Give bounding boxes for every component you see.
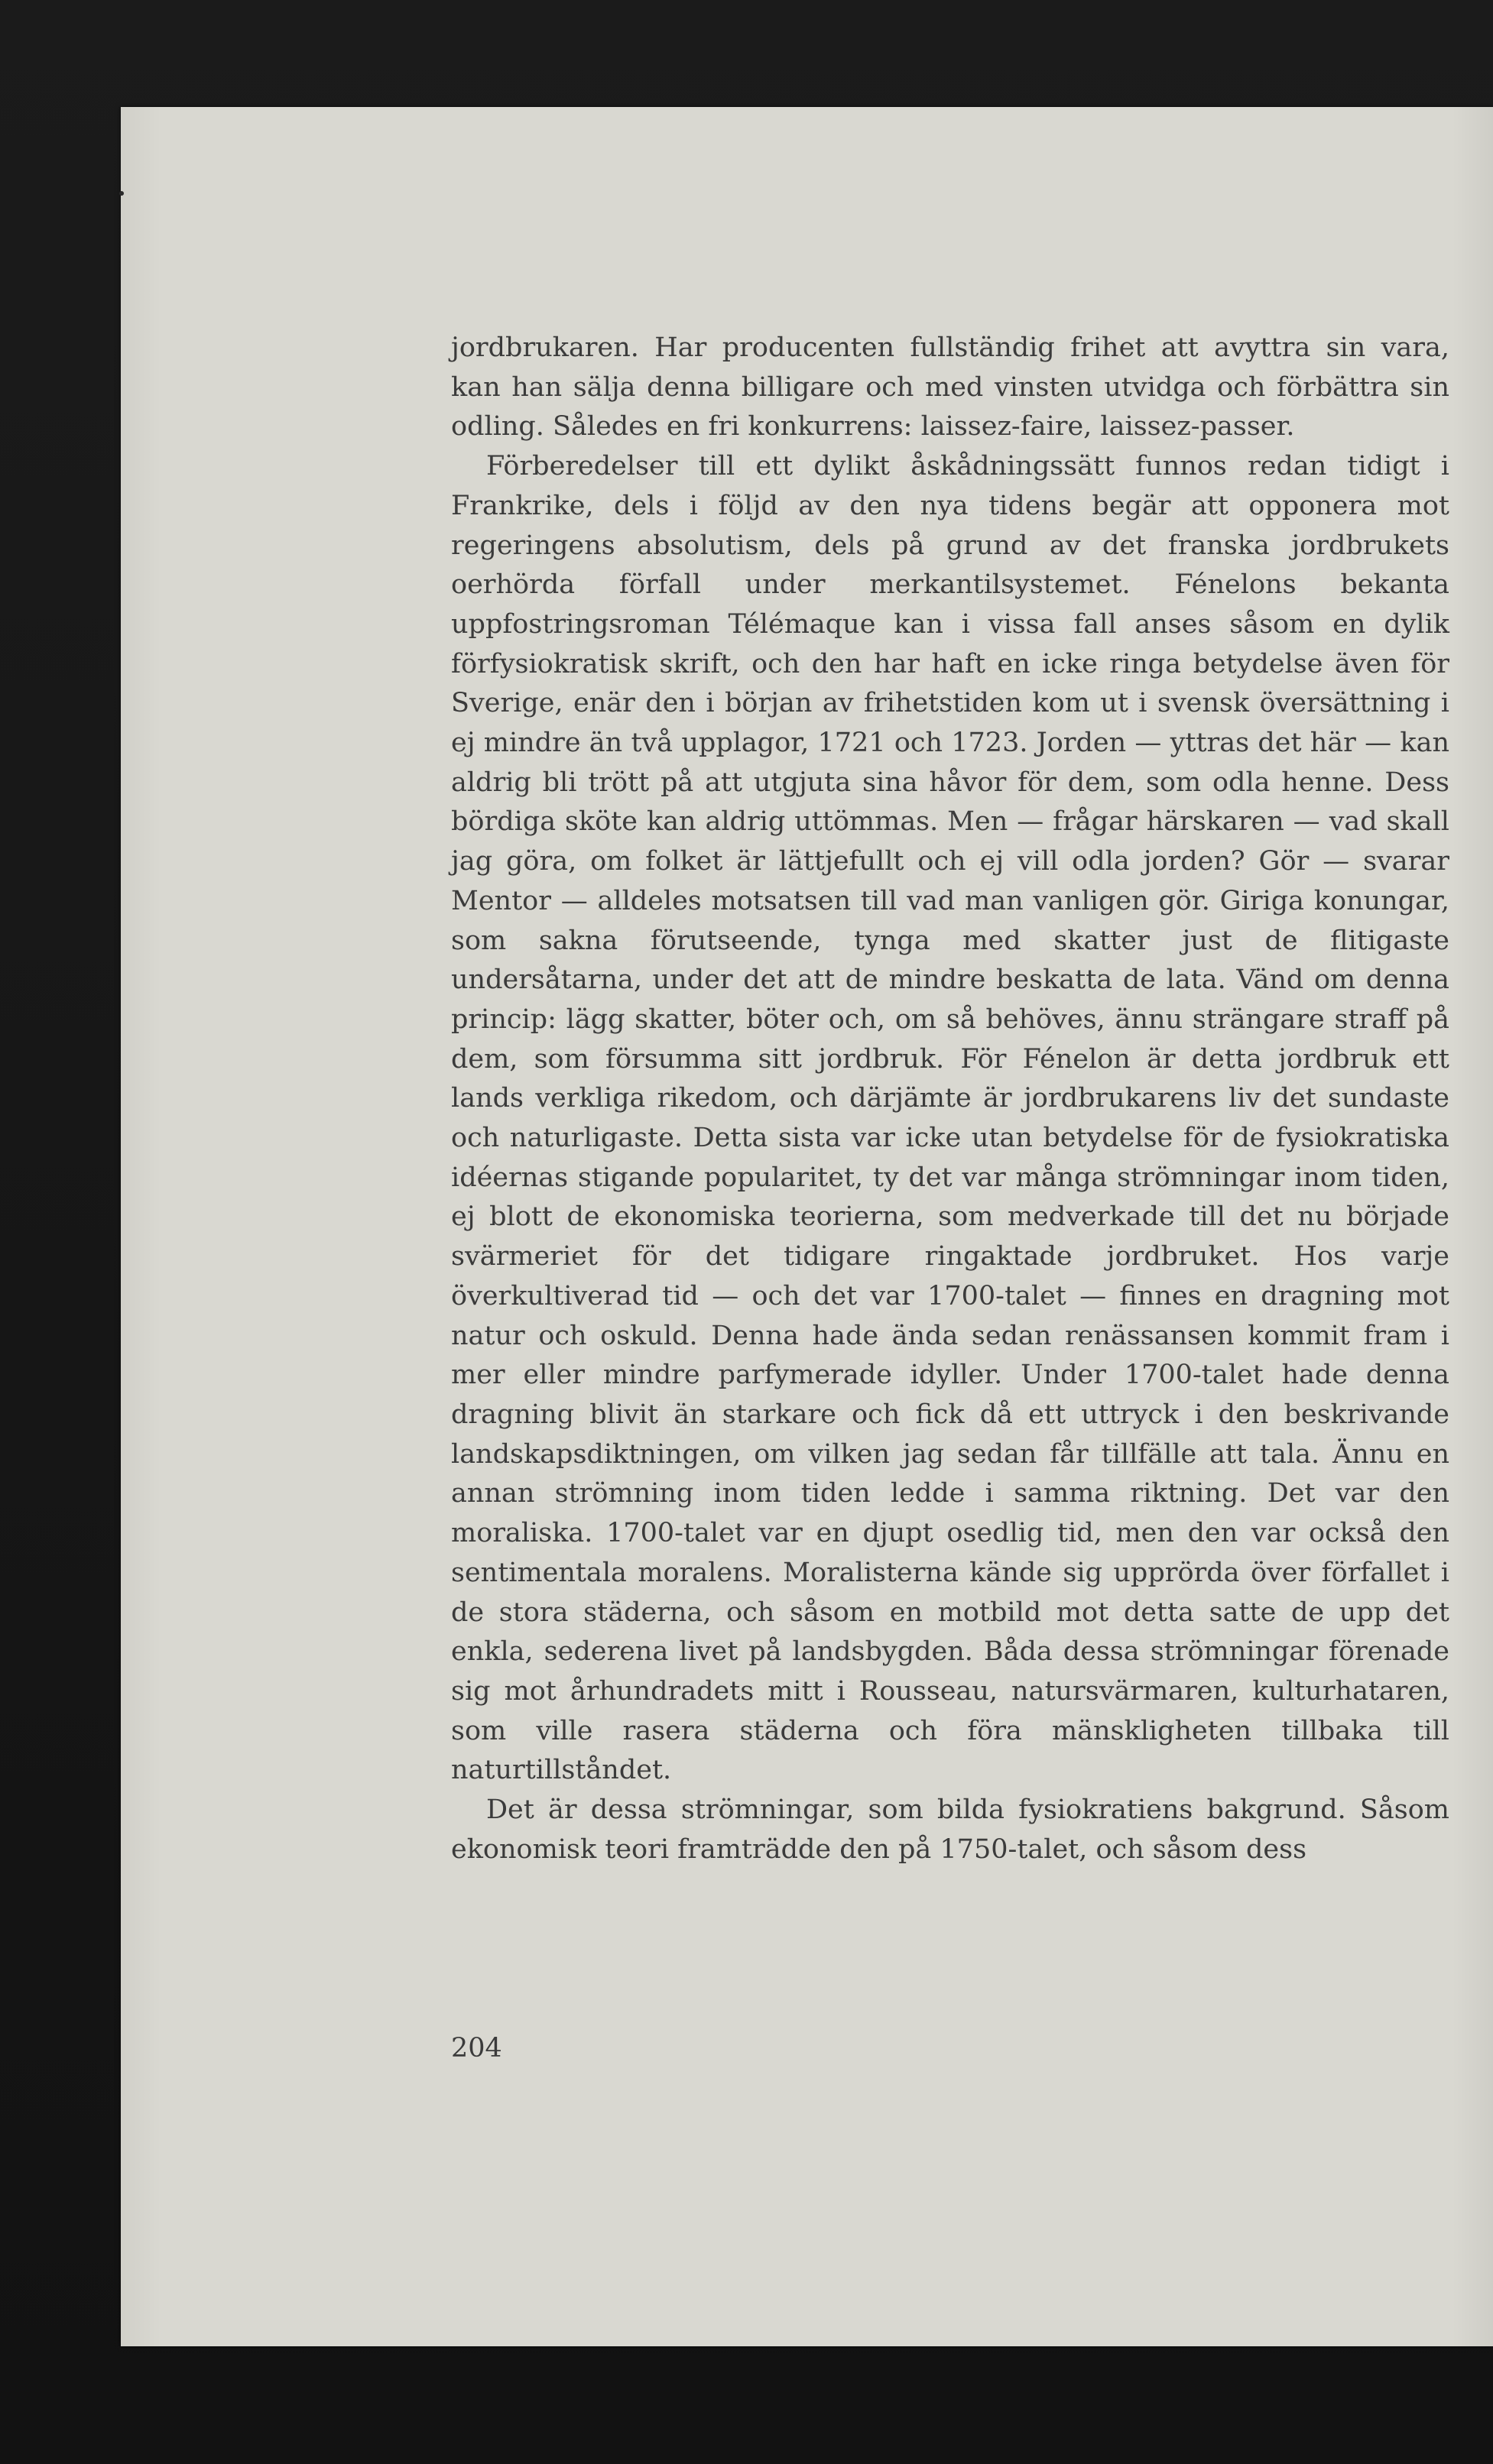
body-text [451, 329, 1449, 1869]
paragraph-3: Det är dessa strömningar, som bilda fysiokratiens bakgrund. Såsom ekonomisk teori framträdde den på 1750-talet, och såsom dess [451, 1795, 1449, 1865]
page-number: 204 [451, 2033, 502, 2064]
paragraph-2: Förberedelser till ett dylikt åskådningssätt funnos redan tidigt i Frankrike, dels i följd av den nya tidens begär att opponera mot regeringens absolutism, dels på grund av det franska jordbrukets oerhörda förfall under merkantilsystemet. Fénelons bekanta uppfostringsroman Télémaque kan i vissa fall anses såsom en dylik förfysiokratisk skrift, och den har haft en icke ringa betydelse även för Sverige, enär den i början av frihetstiden kom ut i svensk översättning i ej mindre än två upplagor, 1721 och 1723. Jorden — yttras det här — kan aldrig bli trött på att utgjuta sina håvor för dem, som odla henne. Dess bördiga sköte kan aldrig uttömmas. Men — frågar härskaren — vad skall jag göra, om folket är lättjefullt och ej vill odla jorden? Gör — svarar Mentor — alldeles motsatsen till vad man vanligen gör. Giriga konungar, som sakna förutseende, tynga med skatter just de flitigaste undersåtarna, under det att de mindre beskatta de lata. Vänd om denna princip: lägg skatter, böter och, om så behöves, ännu strängare straff på dem, som försumma sitt jordbruk. För Fénelon är detta jordbruk ett lands verkliga rikedom, och därjämte är jordbrukarens liv det sundaste och naturligaste. Detta sista var icke utan betydelse för de fysiokratiska idéernas stigande popularitet, ty det var många strömningar inom tiden, ej blott de ekonomiska teorierna, som medverkade till det nu började svärmeriet för det tidigare ringaktade jordbruket. Hos varje överkultiverad tid — och det var 1700-talet — finnes en dragning mot natur och oskuld. Denna hade ända sedan renässansen kommit fram i mer eller mindre parfymerade idyller. Under 1700-talet hade denna dragning blivit än starkare och fick då ett uttryck i den beskrivande landskapsdiktningen, om vilken jag sedan får tillfälle att tala. Ännu en annan strömning inom tiden ledde i samma riktning. Det var den moraliska. 1700-talet var en djupt osedlig tid, men den var också den sentimentala moralens. Moralisterna kände sig upprörda över förfallet i de stora städerna, och såsom en motbild mot detta satte de upp det enkla, sederena livet på landsbygden. Båda dessa strömningar förenade sig mot århundradets mitt i Rousseau, natursvärmaren, kulturhataren, som ville rasera städerna och föra mänskligheten tillbaka till naturtillståndet. [451, 451, 1449, 1786]
page-edge-mark [119, 191, 124, 196]
paragraph-1: jordbrukaren. Har producenten fullständig frihet att avyttra sin vara, kan han sälja denna billigare och med vinsten utvidga och förbättra sin odling. Således en fri konkurrens: laissez-faire, laissez-passer. [451, 332, 1449, 443]
